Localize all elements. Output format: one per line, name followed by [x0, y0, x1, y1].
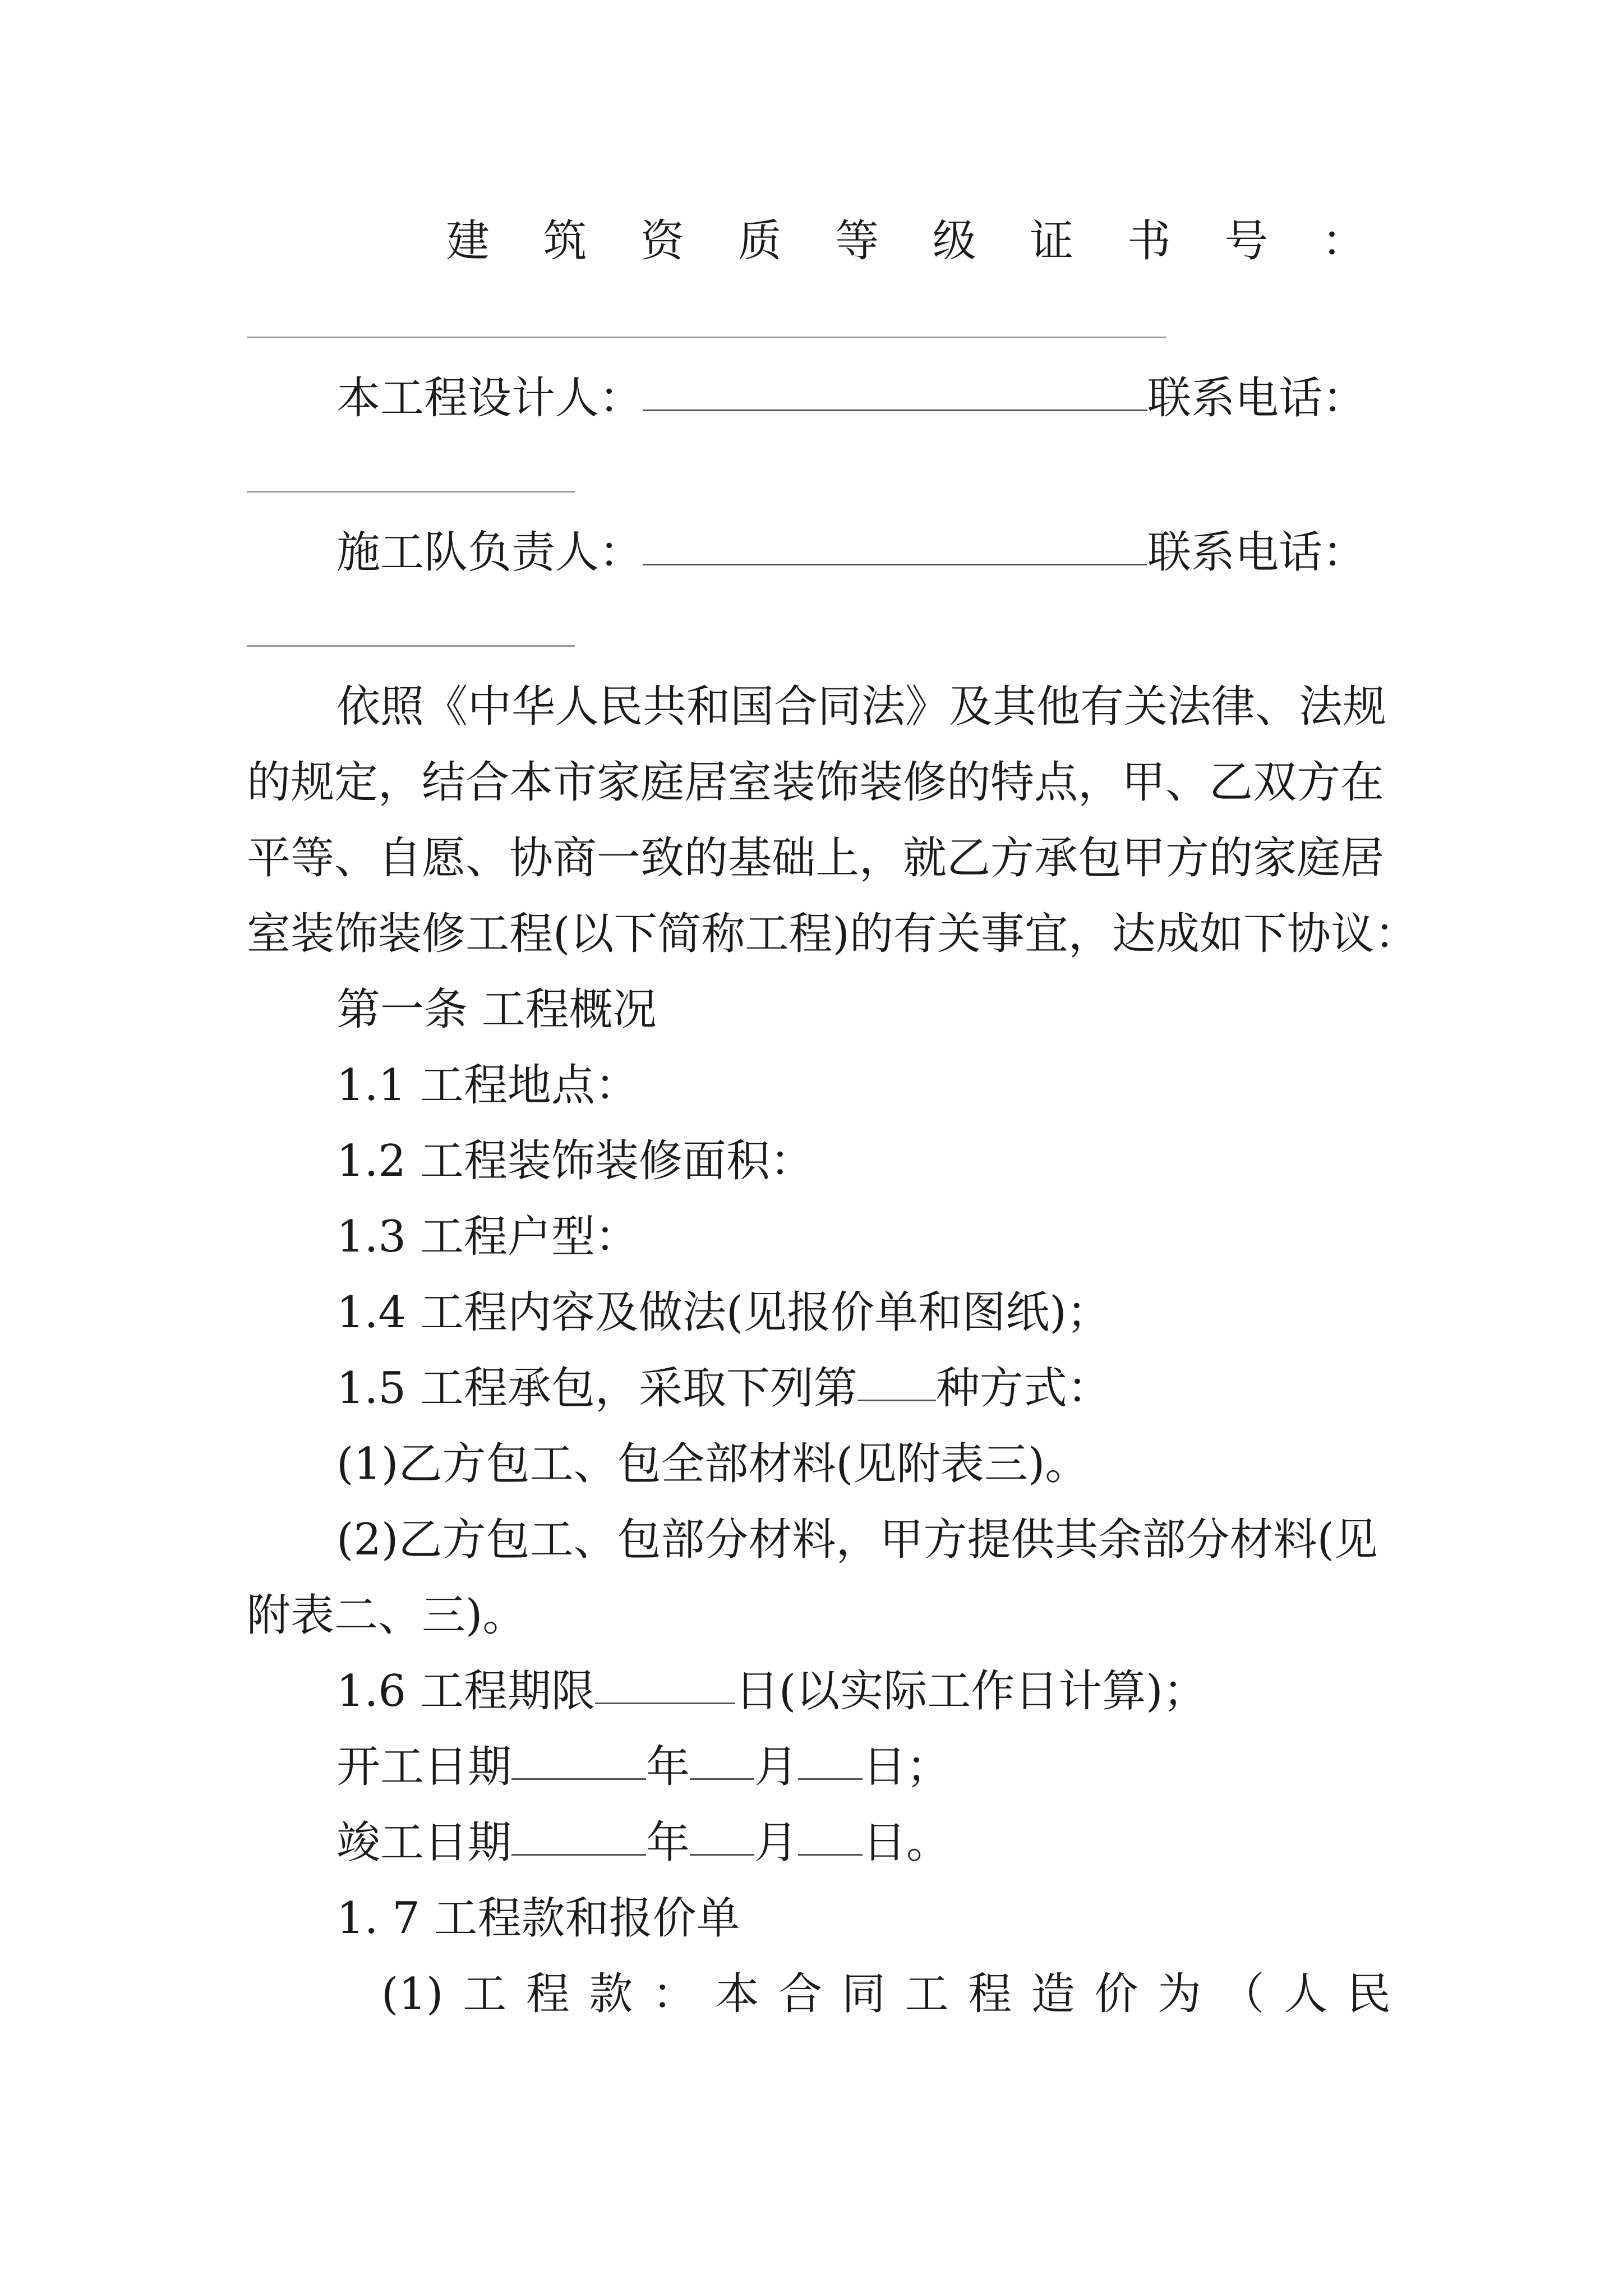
item-1-3: 1.3 工程户型： [336, 1212, 639, 1262]
item-1-7-1-char: 合 [778, 1969, 823, 2019]
item-1-7-1-char: 为 [1157, 1969, 1201, 2019]
option-2-line-1: (2)乙方包工、包部分材料，甲方提供其余部分材料(见 [336, 1515, 1378, 1565]
month-label: 月 [754, 1818, 799, 1868]
item-1-5-text: 1.5 工程承包，采取下列第 [336, 1363, 857, 1414]
cert-char: 级 [932, 216, 976, 266]
day-label: 日。 [863, 1818, 951, 1868]
designer-line [336, 370, 1368, 426]
item-1-6-text: 1.6 工程期限 [336, 1666, 595, 1717]
cert-char: 建 [446, 216, 490, 266]
item-1-7-1-char: 民 [1347, 1969, 1391, 2019]
article-1-title: 第一条 工程概况 [336, 984, 657, 1035]
item-1-5-suffix: 种方式： [935, 1363, 1111, 1414]
intro-line-2: 的规定，结合本市家庭居室装饰装修的特点，甲、乙双方在 [247, 757, 1385, 808]
item-1-1: 1.1 工程地点： [336, 1060, 639, 1111]
end-date-line [336, 1815, 950, 1871]
item-1-7-1-char: 款 [589, 1969, 633, 2019]
start-date-label: 开工日期 [336, 1742, 512, 1792]
cert-char: 证 [1030, 216, 1074, 266]
item-1-5-blank [857, 1360, 936, 1401]
item-1-7-1-char: (1) [381, 1969, 444, 2019]
designer-phone-blank [247, 491, 575, 493]
item-1-6 [336, 1663, 1207, 1719]
team-line [336, 524, 1368, 581]
item-1-6-blank [595, 1663, 735, 1704]
month-label: 月 [754, 1742, 799, 1792]
cert-char: 号 [1224, 216, 1269, 266]
intro-line-3: 平等、自愿、协商一致的基础上，就乙方承包甲方的家庭居 [247, 833, 1385, 884]
item-1-7-1-char: 工 [463, 1969, 507, 2019]
item-1-7-1-char: 同 [841, 1969, 886, 2019]
item-1-7: 1. 7 工程款和报价单 [336, 1893, 740, 1944]
team-phone-label: 联系电话： [1147, 527, 1367, 578]
team-phone-blank [247, 645, 575, 647]
start-date-line [336, 1739, 950, 1795]
item-1-7-1-char: （ [1220, 1969, 1265, 2019]
cert-char: ： [1321, 216, 1366, 266]
item-1-2: 1.2 工程装饰装修面积： [336, 1136, 814, 1186]
year-label: 年 [646, 1742, 690, 1792]
designer-label: 本工程设计人： [336, 373, 643, 424]
item-1-7-1-char: 造 [1031, 1969, 1075, 2019]
item-1-6-suffix: 日(以实际工作日计算)； [735, 1666, 1207, 1717]
item-1-7-1-char: ： [652, 1969, 696, 2019]
cert-number-blank [247, 337, 1166, 338]
item-1-7-1-char: 工 [905, 1969, 949, 2019]
cert-char: 质 [737, 216, 782, 266]
start-year-blank [511, 1739, 646, 1780]
item-1-5 [336, 1360, 1111, 1416]
start-month-blank [690, 1739, 754, 1780]
item-1-7-1-char: 程 [525, 1969, 570, 2019]
intro-line-4: 室装饰装修工程(以下简称工程)的有关事宜，达成如下协议： [247, 909, 1418, 959]
option-2-line-2: 附表二、三)。 [247, 1590, 527, 1641]
team-label: 施工队负责人： [336, 527, 643, 578]
day-label: 日； [863, 1742, 951, 1792]
item-1-4: 1.4 工程内容及做法(见报价单和图纸)； [336, 1287, 1110, 1338]
item-1-7-1-char: 程 [968, 1969, 1012, 2019]
designer-blank [643, 370, 1147, 411]
cert-char: 筑 [543, 216, 587, 266]
cert-number-label [446, 213, 1366, 269]
item-1-7-1-char: 人 [1284, 1969, 1328, 2019]
item-1-7-1 [381, 1966, 1391, 2022]
option-1: (1)乙方包工、包全部材料(见附表三)。 [336, 1439, 1089, 1489]
item-1-7-1-char: 本 [715, 1969, 759, 2019]
year-label: 年 [646, 1818, 690, 1868]
end-month-blank [690, 1815, 754, 1856]
team-blank [643, 524, 1147, 565]
intro-line-1: 依照《中华人民共和国合同法》及其他有关法律、法规 [336, 682, 1387, 732]
item-1-7-1-char: 价 [1094, 1969, 1138, 2019]
cert-char: 资 [640, 216, 685, 266]
start-day-blank [798, 1739, 863, 1780]
cert-char: 书 [1127, 216, 1171, 266]
designer-phone-label: 联系电话： [1147, 373, 1367, 424]
end-date-label: 竣工日期 [336, 1818, 512, 1868]
cert-char: 等 [835, 216, 879, 266]
end-year-blank [511, 1815, 646, 1856]
end-day-blank [798, 1815, 863, 1856]
